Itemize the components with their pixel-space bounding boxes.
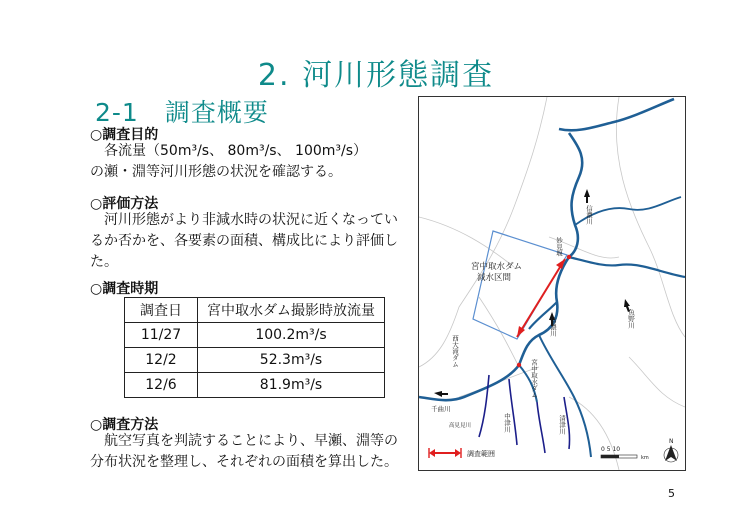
- label-shimizu: 清津川: [558, 415, 566, 435]
- label-nakatsu: 中津川: [503, 413, 511, 433]
- table-cell: 12/2: [125, 348, 198, 373]
- evaluation-text: [90, 210, 408, 273]
- map-labels: [471, 261, 522, 283]
- north-arrow-icon: [664, 438, 678, 462]
- myoken-weir-marker: [567, 255, 571, 259]
- scale-unit: km: [641, 455, 649, 461]
- section-label-1: 宮中取水ダム: [471, 262, 523, 272]
- table-cell: 11/27: [125, 323, 198, 348]
- slide-subtitle: 2-1 調査概要: [95, 98, 269, 127]
- scale-bar: [601, 446, 649, 461]
- evaluation-line-2: るか否かを、各要素の面積、構成比により評価し: [90, 233, 398, 249]
- table-row: [125, 348, 385, 373]
- table-header: 宮中取水ダム撮影時放流量: [198, 298, 385, 323]
- table-cell: 100.2m³/s: [198, 323, 385, 348]
- tributaries: [479, 375, 570, 453]
- label-chikuma: 千曲川: [431, 405, 451, 413]
- label-uono: 魚野川: [627, 309, 635, 329]
- method-text: [90, 431, 408, 473]
- label-shinano-2: 信濃川: [549, 317, 557, 337]
- evaluation-heading: ○評価方法: [90, 196, 159, 212]
- range-arrow: [517, 259, 565, 337]
- purpose-line-1: 各流量（50m³/s、 80m³/s、 100m³/s）: [104, 143, 368, 159]
- method-line-2: 分布状況を整理し、それぞれの面積を算出した。: [90, 454, 398, 470]
- purpose-text: [90, 141, 408, 183]
- page-number: 5: [668, 487, 675, 500]
- timing-heading: ○調査時期: [90, 281, 159, 297]
- table-cell: 81.9m³/s: [198, 373, 385, 398]
- label-shinano: 信濃川: [585, 205, 593, 225]
- method-heading: ○調査方法: [90, 417, 159, 433]
- purpose-line-2: の瀬・淵等河川形態の状況を確認する。: [90, 164, 342, 180]
- slide-title: 2. 河川形態調査: [257, 58, 495, 93]
- map-svg: [419, 97, 685, 470]
- boundary-lines: [419, 97, 685, 470]
- purpose-heading: ○調査目的: [90, 127, 159, 143]
- table-header-row: [125, 298, 385, 323]
- evaluation-line-3: た。: [90, 254, 118, 270]
- section-label-2: 減水区間: [477, 273, 512, 283]
- table-cell: 52.3m³/s: [198, 348, 385, 373]
- shinano-southern: [539, 335, 591, 457]
- table-cell: 12/6: [125, 373, 198, 398]
- river-map: [418, 96, 686, 471]
- table-row: [125, 323, 385, 348]
- map-legend: [429, 448, 495, 458]
- table-row: [125, 373, 385, 398]
- north-label: N: [669, 438, 674, 445]
- label-miyanaka: 宮中取水ダム: [530, 359, 538, 398]
- miyanaka-dam-marker: [517, 363, 521, 367]
- method-line-1: 航空写真を判読することにより、早瀬、淵等の: [104, 433, 398, 449]
- evaluation-line-1: 河川形態がより非減水時の状況に近くなってい: [104, 212, 398, 228]
- flow-table: [124, 297, 385, 398]
- label-takano: 高見見川: [449, 423, 472, 429]
- table-header: 調査日: [125, 298, 198, 323]
- legend-label: 調査範囲: [467, 450, 495, 458]
- label-myoken: 妙見堰: [555, 237, 563, 257]
- label-nishiotaki: 西大滝ダム: [451, 335, 459, 368]
- scale-label: 0 5 10: [601, 446, 621, 453]
- uono-river: [569, 257, 685, 277]
